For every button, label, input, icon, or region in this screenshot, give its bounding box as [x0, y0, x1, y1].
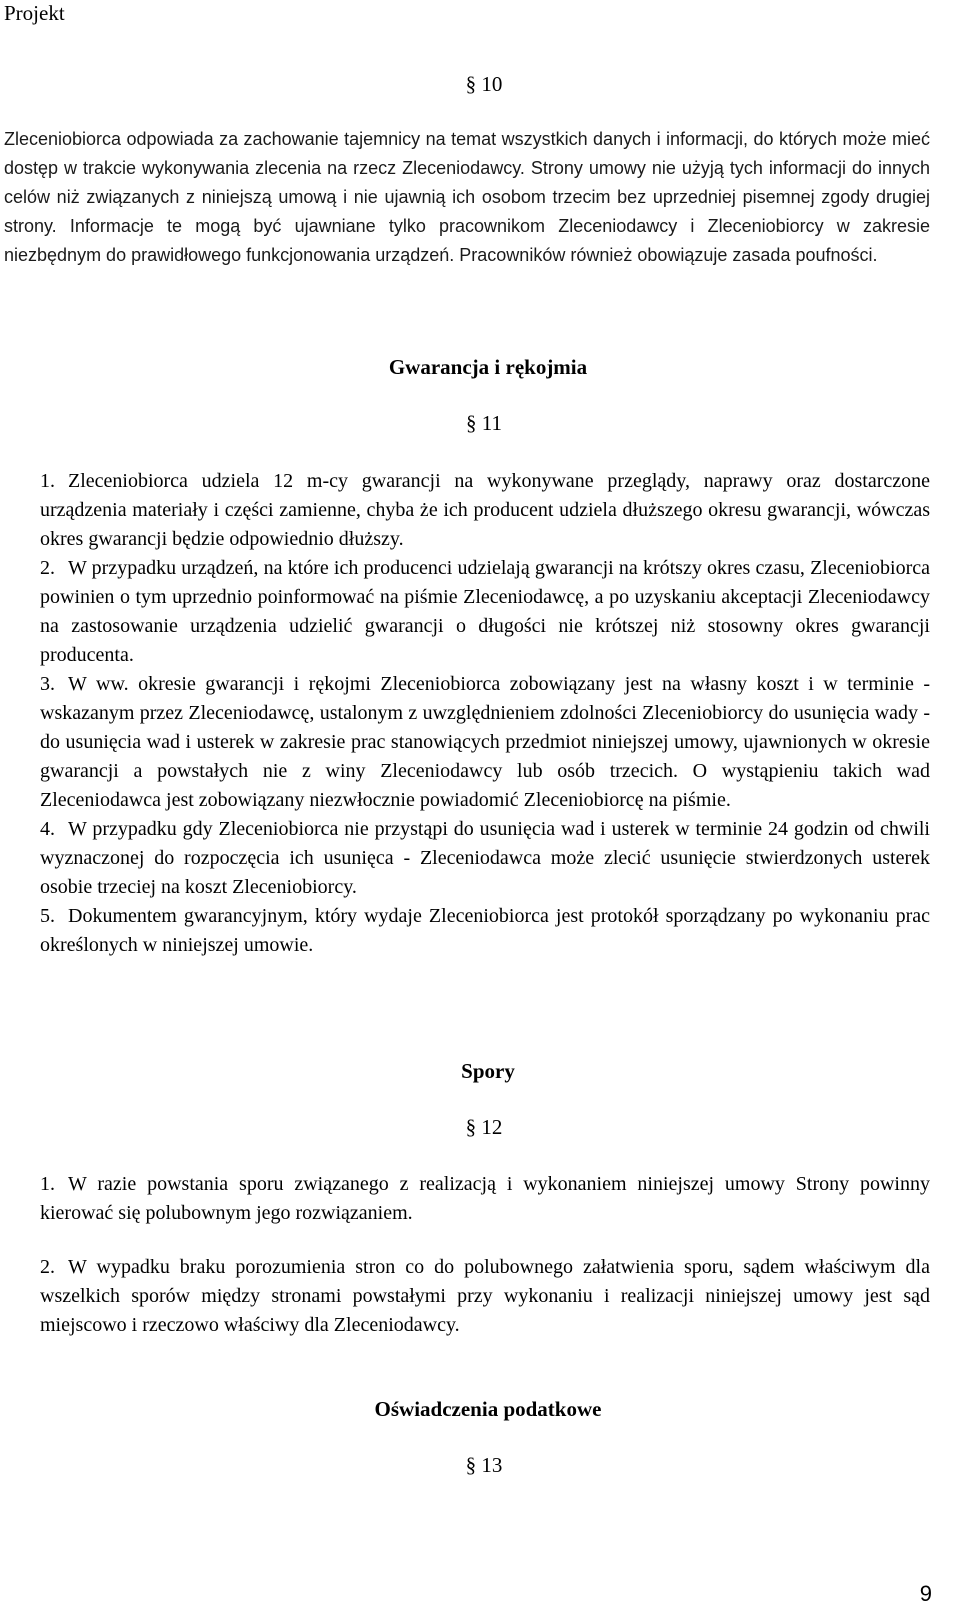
section-11-list	[40, 467, 930, 960]
section-12-item-1	[40, 1170, 930, 1228]
item-number: 2.	[40, 557, 55, 579]
section-11-title: Gwarancja i rękojmia	[388, 355, 588, 379]
section-12-number: § 12	[465, 1115, 503, 1139]
item-text: W wypadku braku porozumienia stron co do polubownego załatwienia sporu, sądem właściwym dla wszelkich sporów między stronami powstałymi przy wykonaniu i realizacji niniejszej umowy jest sąd miejscowo i rzeczowo właściwy dla Zleceniodawcy.	[40, 1256, 930, 1336]
page-number: 9	[919, 1581, 932, 1606]
item-text: W ww. okresie gwarancji i rękojmi Zleceniobiorca zobowiązany jest na własny koszt i w terminie - wskazanym przez Zleceniodawcę, ustalonym z uwzględnieniem zdolności Zleceniobiorcy do usunięcia wady - do usunięcia wad i usterek w zakresie prac stanowiących przedmiot niniejszej umowy, ujawnionych w okresie gwarancji a powstałych nie z winy Zleceniodawcy lub osób trzecich. O wystąpieniu takich wad Zleceniodawca jest zobowiązany niezwłocznie powiadomić Zleceniobiorcę na piśmie.	[40, 673, 930, 811]
document-header-label: Projekt	[4, 1, 65, 25]
section-11-item	[40, 670, 930, 815]
item-text: Zleceniobiorca udziela 12 m-cy gwarancji na wykonywane przeglądy, naprawy oraz dostarczone urządzenia materiały i części zamienne, chyba że ich producent udziela dłuższego okresu gwarancji, wówczas okres gwarancji będzie odpowiednio dłuższy.	[40, 470, 930, 550]
section-11-item	[40, 467, 930, 554]
section-13-title: Oświadczenia podatkowe	[374, 1397, 602, 1421]
item-number: 5.	[40, 905, 55, 927]
item-number: 1.	[40, 470, 55, 492]
section-12-title: Spory	[461, 1059, 515, 1083]
item-number: 2.	[40, 1256, 55, 1278]
item-text: W przypadku gdy Zleceniobiorca nie przystąpi do usunięcia wad i usterek w terminie 24 godzin od chwili wyznaczonej do rozpoczęcia ich usunięca - Zleceniodawca może zlecić usunięcie stwierdzonych usterek osobie trzeciej na koszt Zleceniobiorcy.	[40, 818, 930, 898]
item-text: Dokumentem gwarancyjnym, który wydaje Zleceniobiorca jest protokół sporządzany po wykonaniu prac określonych w niniejszej umowie.	[40, 905, 930, 956]
section-10-paragraph: Zleceniobiorca odpowiada za zachowanie tajemnicy na temat wszystkich danych i informacji, do których może mieć dostęp w trakcie wykonywania zlecenia na rzecz Zleceniodawcy. Strony umowy nie użyją tych informacji do innych celów niż związanych z niniejszą umową i nie ujawnią ich osobom trzecim bez uprzedniej pisemnej zgody drugiej strony. Informacje te mogą być ujawniane tylko pracownikom Zleceniodawcy i Zleceniobiorcy w zakresie niezbędnym do prawidłowego funkcjonowania urządzeń. Pracowników również obowiązuje zasada poufności.	[4, 129, 930, 265]
section-11-item	[40, 815, 930, 902]
section-13-number: § 13	[465, 1453, 503, 1477]
section-12-item-2	[40, 1253, 930, 1340]
item-text: W przypadku urządzeń, na które ich producenci udzielają gwarancji na krótszy okres czasu, Zleceniobiorca powinien o tym uprzednio poinformować na piśmie Zleceniodawcę, a po uzyskaniu akceptacji Zleceniodawcy na zastosowanie urządzenia udzielić gwarancji o długości nie krótszej niż stosowny okres gwarancji producenta.	[40, 557, 930, 666]
section-11-number: § 11	[466, 411, 502, 435]
section-11-item	[40, 554, 930, 670]
section-10-number: § 10	[465, 72, 503, 96]
item-number: 1.	[40, 1173, 55, 1195]
section-11-item	[40, 902, 930, 960]
item-number: 3.	[40, 673, 55, 695]
item-text: W razie powstania sporu związanego z realizacją i wykonaniem niniejszej umowy Strony powinny kierować się polubownym jego rozwiązaniem.	[40, 1173, 930, 1224]
item-number: 4.	[40, 818, 55, 840]
